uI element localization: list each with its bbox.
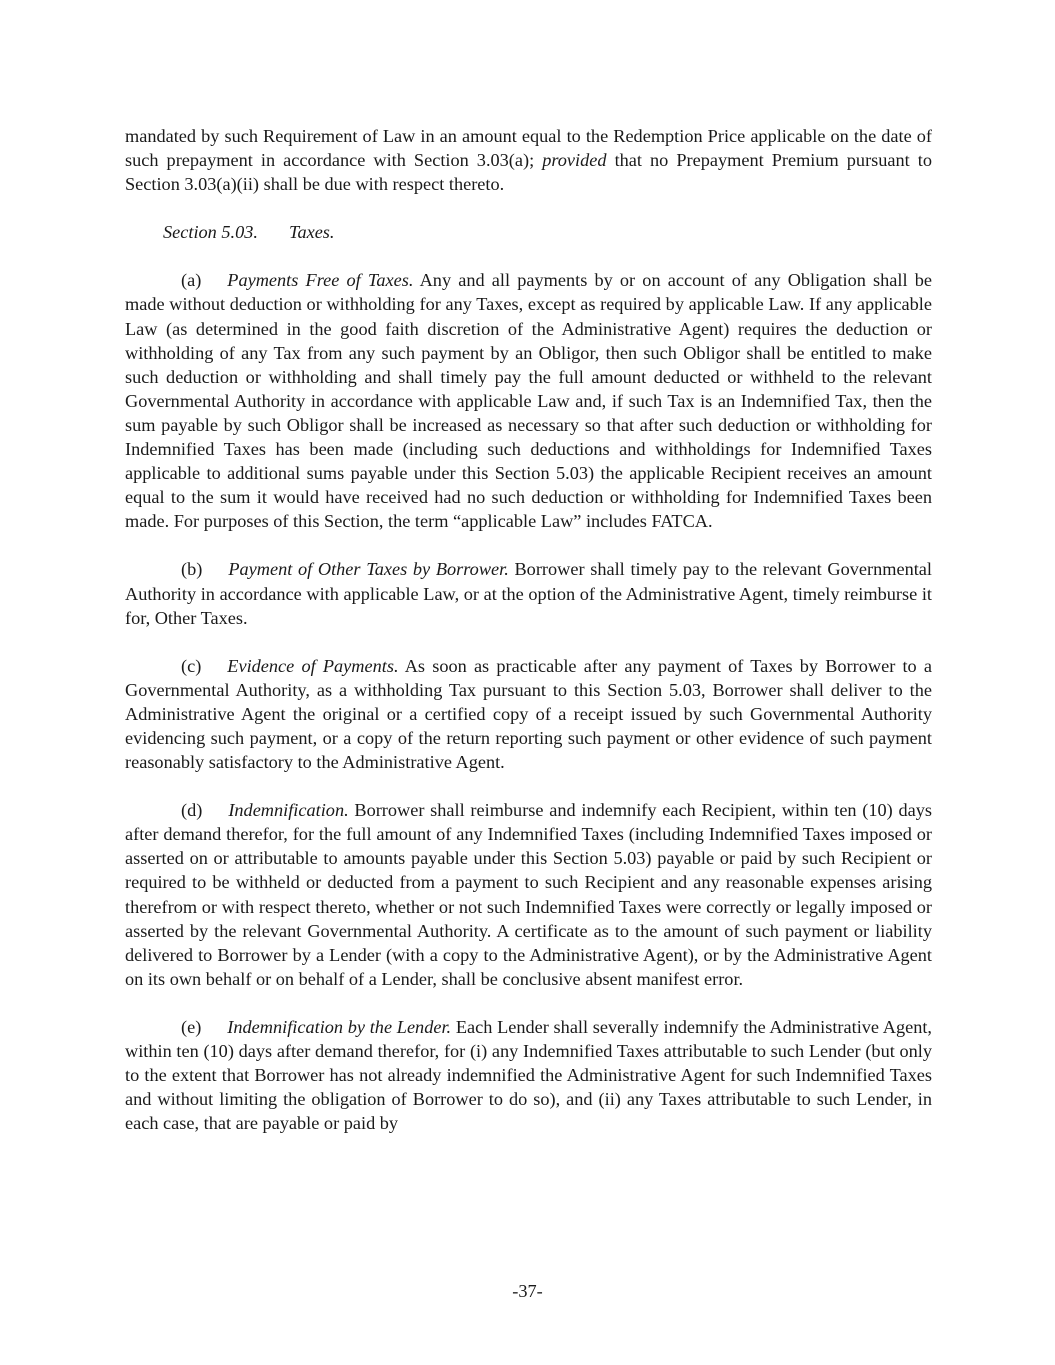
subsection-d	[125, 798, 932, 991]
subsection-body: Each Lender shall severally indemnify the Administrative Agent, within ten (10) days after demand therefor, for (i) any Indemnified Taxes attributable to such Lender (but only to the extent that Borrower has not already indemnified the Administrative Agent for such Indemnified Taxes and without limiting the obligation of Borrower to do so), and (ii) any Taxes attributable to such Lender, in each case, that are payable or paid by	[125, 1016, 932, 1134]
intro-text-end: that no Prepayment Premium pursuant to Section 3.03(a)(ii) shall be due with respect thereto.	[125, 150, 933, 195]
document-body	[125, 124, 932, 1159]
subsection-heading: Payments Free of Taxes.	[227, 270, 414, 291]
subsection-body: Borrower shall timely pay to the relevant Governmental Authority in accordance with applicable Law, or at the option of the Administrative Agent, timely reimburse it for, Other Taxes.	[125, 559, 932, 628]
subsection-label: (b)	[181, 559, 203, 580]
subsection-label: (d)	[181, 800, 203, 821]
subsection-label: (a)	[181, 270, 202, 291]
subsection-body: Any and all payments by or on account of any Obligation shall be made without deduction or withholding for any Taxes, except as required by applicable Law. If any applicable Law (as determined in the good faith discretion of the Administrative Agent) requires the deduction or withholding of any Tax from any such payment by an Obligor, then such Obligor shall be entitled to make such deduction or withholding and shall timely pay the full amount deducted or withheld to the relevant Governmental Authority in accordance with applicable Law and, if such Tax is an Indemnified Tax, then the sum payable by such Obligor shall be increased as necessary so that after such deduction or withholding for Indemnified Taxes has been made (including such deductions and withholdings for Indemnified Taxes applicable to additional sums payable under this Section 5.03) the applicable Recipient receives an amount equal to the sum it would have received had no such deduction or withholding for Indemnified Taxes been made. For purposes of this Section, the term “applicable Law” includes FATCA.	[125, 270, 933, 532]
subsection-heading: Indemnification.	[228, 800, 349, 821]
subsection-b	[125, 557, 932, 629]
subsection-body: Borrower shall reimburse and indemnify each Recipient, within ten (10) days after demand therefor, for the full amount of any Indemnified Taxes (including Indemnified Taxes imposed or asserted on or attributable to amounts payable under this Section 5.03) payable or paid by such Recipient or required to be withheld or deducted from a payment to such Recipient and any reasonable expenses arising therefrom or with respect thereto, whether or not such Indemnified Taxes were correctly or legally imposed or asserted by the relevant Governmental Authority. A certificate as to the amount of such payment or liability delivered to Borrower by a Lender (with a copy to the Administrative Agent), or by the Administrative Agent on its own behalf or on behalf of a Lender, shall be conclusive absent manifest error.	[125, 800, 932, 989]
subsection-label: (c)	[181, 655, 202, 676]
subsection-e	[125, 1015, 932, 1135]
page-number: -37-	[512, 1281, 543, 1301]
section-title: Taxes.	[288, 222, 335, 243]
section-number: Section 5.03.	[163, 222, 258, 243]
section-heading	[125, 220, 932, 244]
subsection-heading: Payment of Other Taxes by Borrower.	[228, 559, 509, 580]
subsection-c	[125, 654, 932, 774]
subsection-a	[125, 268, 932, 533]
intro-italic-term: provided	[542, 150, 607, 171]
subsection-label: (e)	[181, 1016, 202, 1037]
subsection-heading: Indemnification by the Lender.	[227, 1016, 452, 1037]
subsection-body: As soon as practicable after any payment of Taxes by Borrower to a Governmental Authority, as a withholding Tax pursuant to this Section 5.03, Borrower shall deliver to the Administrative Agent the original or a certified copy of a receipt issued by such Governmental Authority evidencing such payment, or a copy of the return reporting such payment or other evidence of such payment reasonably satisfactory to the Administrative Agent.	[125, 655, 932, 773]
continued-paragraph	[125, 124, 932, 196]
intro-text: mandated by such Requirement of Law in an amount equal to the Redemption Price applicable on the date of such prepayment in accordance with Section 3.03(a);	[125, 126, 932, 171]
subsection-heading: Evidence of Payments.	[227, 655, 399, 676]
